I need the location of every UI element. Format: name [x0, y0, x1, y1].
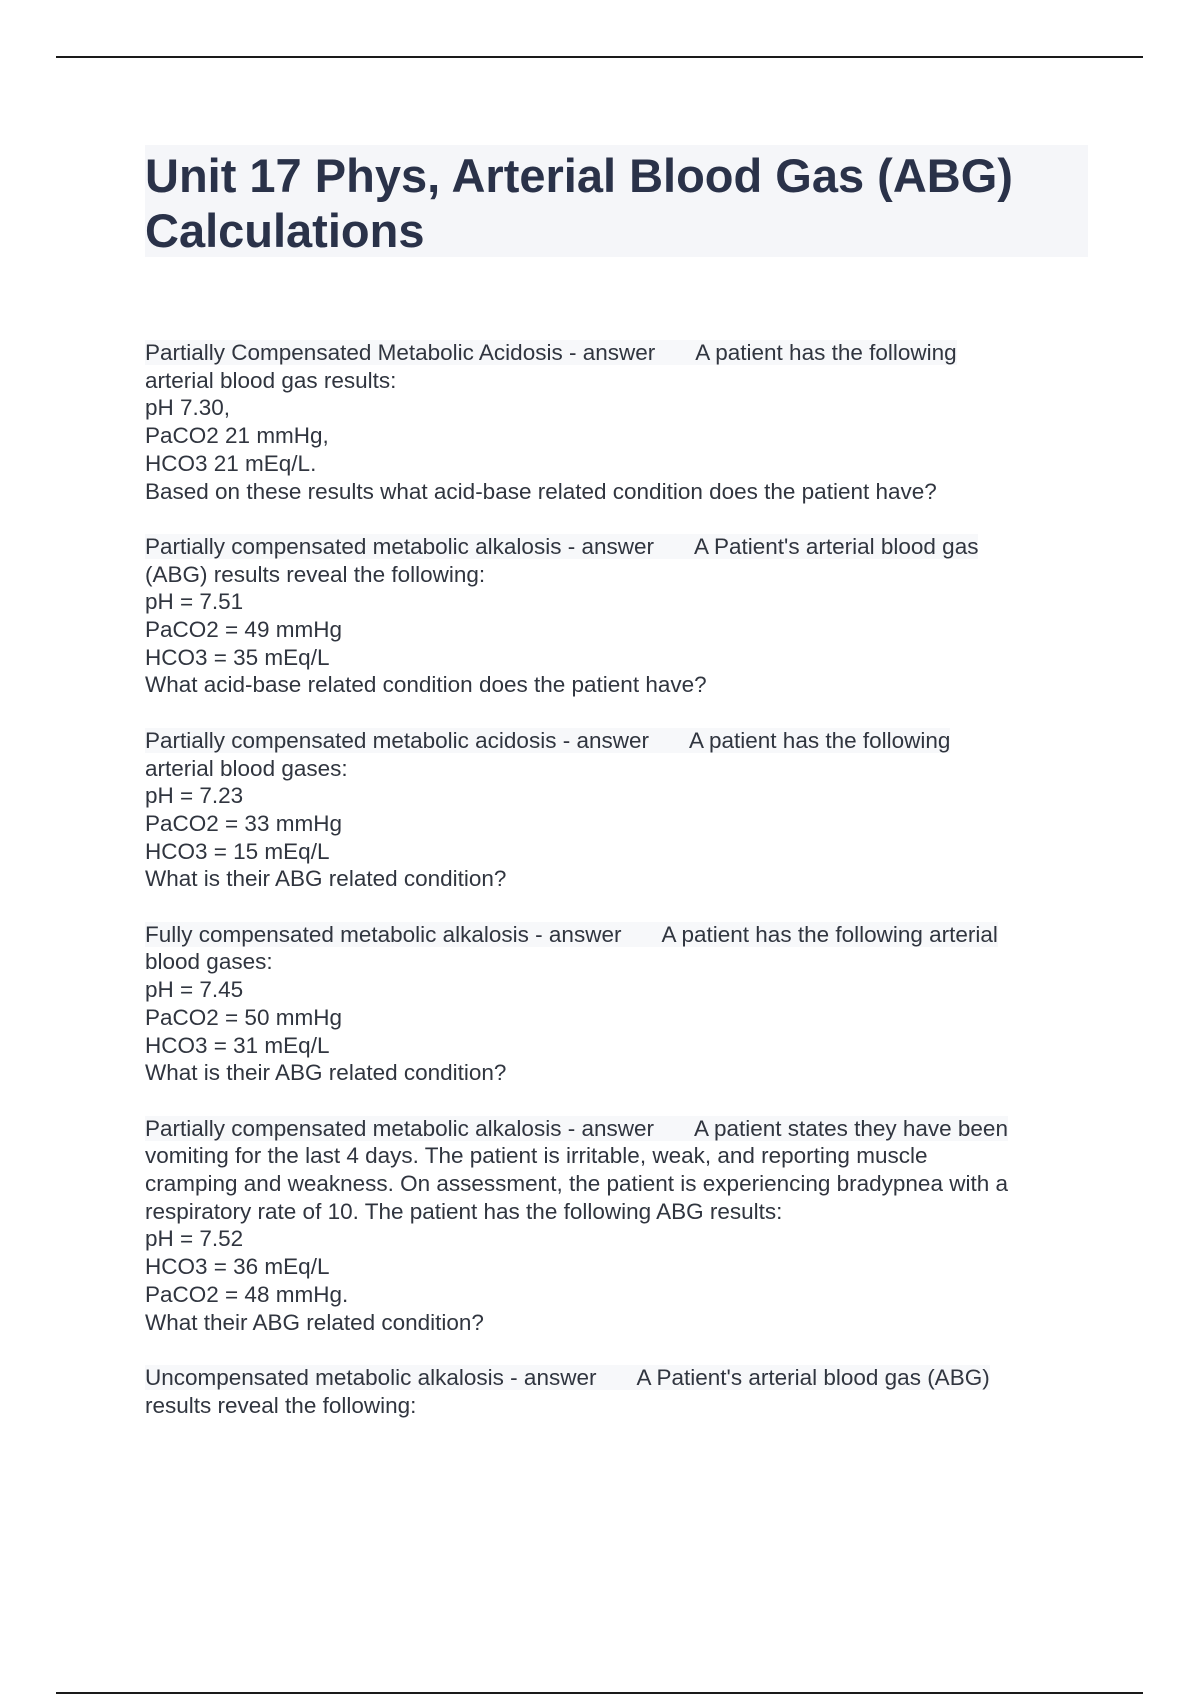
qa-line: results reveal the following: [145, 1392, 417, 1418]
qa-line: respiratory rate of 10. The patient has the following ABG results: [145, 1198, 783, 1224]
qa-question-start: A Patient's arterial blood gas [693, 533, 979, 559]
qa-line: What is their ABG related condition? [145, 866, 507, 892]
qa-first-line [145, 921, 1085, 949]
qa-item [145, 533, 1085, 699]
qa-line: (ABG) results reveal the following: [145, 561, 486, 587]
qa-head [145, 922, 998, 947]
qa-line: PaCO2 21 mmHg, [145, 423, 329, 449]
page-title [145, 148, 1088, 258]
qa-first-line [145, 339, 1085, 367]
qa-question-start: A Patient's arterial blood gas (ABG) [636, 1364, 990, 1390]
title-block [145, 145, 1088, 257]
qa-line: HCO3 = 15 mEq/L [145, 838, 330, 864]
qa-line: PaCO2 = 33 mmHg [145, 810, 342, 836]
qa-line: vomiting for the last 4 days. The patient is irritable, weak, and reporting muscle [145, 1143, 928, 1169]
qa-line: HCO3 = 36 mEq/L [145, 1254, 330, 1280]
qa-line: cramping and weakness. On assessment, the patient is experiencing bradypnea with a [145, 1171, 1008, 1197]
qa-line: pH 7.30, [145, 395, 231, 421]
qa-line: What acid-base related condition does the patient have? [145, 672, 707, 698]
qa-line: HCO3 21 mEq/L. [145, 450, 317, 476]
qa-line: PaCO2 = 50 mmHg [145, 1004, 342, 1030]
qa-question-start: A patient has the following arterial [661, 921, 998, 947]
qa-line: Based on these results what acid-base related condition does the patient have? [145, 478, 937, 504]
qa-item [145, 727, 1085, 893]
qa-line: What is their ABG related condition? [145, 1060, 507, 1086]
qa-head [145, 1365, 990, 1390]
qa-line: What their ABG related condition? [145, 1309, 484, 1335]
qa-first-line [145, 727, 1085, 755]
qa-item [145, 1364, 1085, 1419]
qa-line: pH = 7.51 [145, 589, 244, 615]
qa-line: pH = 7.23 [145, 783, 244, 809]
qa-head [145, 728, 950, 753]
qa-line: blood gases: [145, 949, 273, 975]
qa-question-start: A patient has the following [688, 727, 951, 753]
qa-head [145, 340, 957, 365]
qa-answer: Partially compensated metabolic alkalosis - answer [145, 533, 654, 559]
title-line: Unit 17 Phys, Arterial Blood Gas (ABG) [145, 149, 1013, 202]
header-rule [56, 56, 1143, 58]
qa-line: HCO3 = 31 mEq/L [145, 1032, 330, 1058]
qa-head [145, 1116, 1008, 1141]
qa-line: HCO3 = 35 mEq/L [145, 644, 330, 670]
qa-line: pH = 7.45 [145, 977, 244, 1003]
title-line: Calculations [145, 204, 425, 257]
qa-item [145, 1115, 1085, 1337]
qa-question-start: A patient states they have been [693, 1115, 1008, 1141]
qa-first-line [145, 1115, 1085, 1143]
qa-line: PaCO2 = 49 mmHg [145, 617, 342, 643]
qa-answer: Partially compensated metabolic acidosis - answer [145, 727, 649, 753]
qa-head [145, 534, 978, 559]
qa-item [145, 921, 1085, 1087]
footer-rule [56, 1692, 1143, 1694]
qa-item [145, 339, 1085, 505]
qa-question-start: A patient has the following [695, 340, 957, 365]
qa-line: PaCO2 = 48 mmHg. [145, 1281, 349, 1307]
qa-line: pH = 7.52 [145, 1226, 244, 1252]
qa-answer: Uncompensated metabolic alkalosis - answer [145, 1364, 597, 1390]
qa-first-line [145, 533, 1085, 561]
qa-first-line [145, 1364, 1085, 1392]
qa-list [145, 339, 1085, 1419]
qa-line: arterial blood gas results: [145, 367, 397, 393]
qa-line: arterial blood gases: [145, 755, 348, 781]
qa-answer: Partially Compensated Metabolic Acidosis - answer [145, 340, 656, 365]
qa-answer: Fully compensated metabolic alkalosis - answer [145, 921, 622, 947]
qa-answer: Partially compensated metabolic alkalosis - answer [145, 1115, 654, 1141]
